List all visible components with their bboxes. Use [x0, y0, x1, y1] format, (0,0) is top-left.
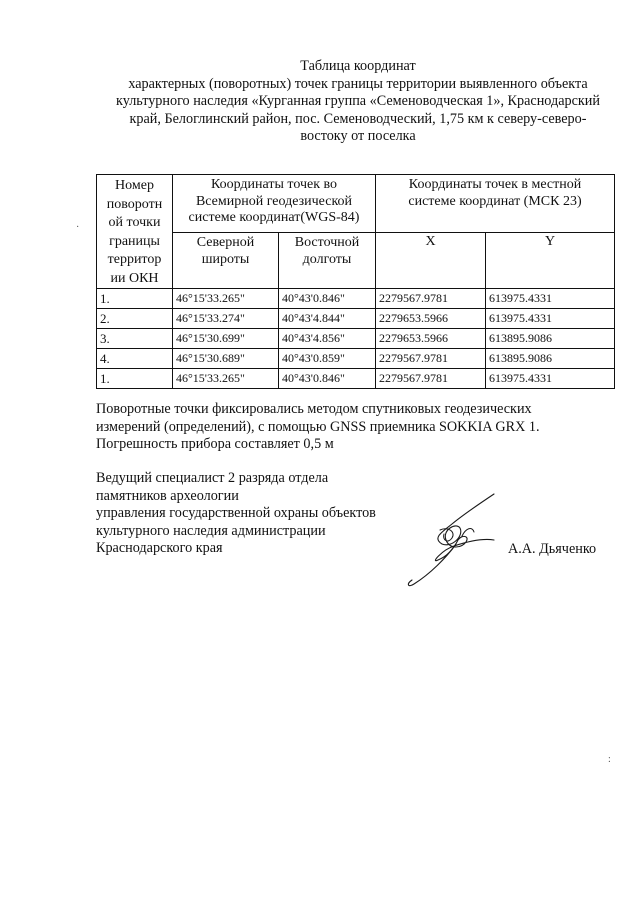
handwritten-signature	[402, 488, 510, 598]
header-line: системе координат (МСК 23)	[408, 193, 582, 209]
header-line: системе координат(WGS-84)	[188, 210, 360, 225]
header-line: ой точки	[108, 215, 161, 230]
signer-name: А.А. Дьяченко	[508, 541, 597, 557]
longitude-cell: 40°43'0.846"	[279, 369, 376, 389]
table-row	[97, 369, 615, 389]
longitude-cell: 40°43'0.846"	[279, 289, 376, 309]
latitude-cell: 46°15'30.689"	[173, 349, 279, 369]
measurement-note	[96, 401, 614, 454]
header-y: Y	[486, 233, 615, 289]
point-number-cell: 1.	[97, 369, 173, 389]
header-line: Номер	[115, 178, 154, 193]
y-cell: 613895.9086	[486, 349, 615, 369]
header-msk23-group	[376, 175, 615, 233]
header-line: границы	[109, 233, 160, 249]
note-line: измерений (определений), с помощью GNSS приемника SOKKIA GRX 1.	[96, 418, 540, 435]
longitude-cell: 40°43'0.859"	[279, 349, 376, 369]
position-line: управления государственной охраны объектов	[96, 505, 376, 522]
table-row	[97, 329, 615, 349]
stray-mark: :	[608, 754, 611, 765]
y-cell: 613975.4331	[486, 289, 615, 309]
latitude-cell: 46°15'30.699"	[173, 329, 279, 349]
header-x: X	[376, 233, 486, 289]
title-line: культурного наследия «Курганная группа «Семеноводческая 1», Краснодарский	[116, 93, 600, 110]
x-cell: 2279567.9781	[376, 349, 486, 369]
latitude-cell: 46°15'33.274"	[173, 309, 279, 329]
table-row	[97, 289, 615, 309]
header-point-number	[97, 175, 173, 289]
longitude-cell: 40°43'4.844"	[279, 309, 376, 329]
header-line: Северной	[196, 235, 255, 251]
point-number-cell: 4.	[97, 349, 173, 369]
header-north-latitude	[173, 233, 279, 289]
note-line: Поворотные точки фиксировались методом спутниковых геодезических	[96, 401, 532, 417]
point-number-cell: 1.	[97, 289, 173, 309]
y-cell: 613975.4331	[486, 369, 615, 389]
header-line: территор	[107, 252, 162, 267]
point-number-cell: 3.	[97, 329, 173, 349]
title-line: Таблица координат	[300, 58, 416, 74]
position-line: Ведущий специалист 2 разряда отдела	[96, 470, 329, 486]
x-cell: 2279653.5966	[376, 309, 486, 329]
x-cell: 2279653.5966	[376, 329, 486, 349]
stray-mark: ·	[76, 222, 80, 233]
position-line: культурного наследия администрации	[96, 522, 326, 539]
coordinates-table	[96, 174, 615, 389]
x-cell: 2279567.9781	[376, 369, 486, 389]
note-line: Погрешность прибора составляет 0,5 м	[96, 436, 334, 452]
header-line: Всемирной геодезической	[195, 193, 353, 209]
latitude-cell: 46°15'33.265"	[173, 369, 279, 389]
header-line: Восточной	[294, 235, 360, 251]
position-line: памятников археологии	[96, 487, 239, 504]
title-line: край, Белоглинский район, пос. Семеноводческий, 1,75 км к северу-северо-	[129, 110, 587, 127]
header-line: поворотн	[106, 196, 163, 212]
table-row	[97, 349, 615, 369]
point-number-cell: 2.	[97, 309, 173, 329]
x-cell: 2279567.9781	[376, 289, 486, 309]
latitude-cell: 46°15'33.265"	[173, 289, 279, 309]
header-line: долготы	[302, 251, 352, 267]
header-wgs84-group	[173, 175, 376, 233]
header-line: широты	[201, 251, 250, 267]
header-line: Координаты точек в местной	[408, 177, 582, 192]
position-line: Краснодарского края	[96, 540, 223, 557]
title-line: характерных (поворотных) точек границы территории выявленного объекта	[128, 75, 588, 92]
header-east-longitude	[279, 233, 376, 289]
table-row	[97, 309, 615, 329]
header-line: ии ОКН	[110, 270, 159, 286]
signer-position	[96, 470, 376, 558]
longitude-cell: 40°43'4.856"	[279, 329, 376, 349]
y-cell: 613895.9086	[486, 329, 615, 349]
y-cell: 613975.4331	[486, 309, 615, 329]
document-title	[88, 58, 628, 146]
header-line: Координаты точек во	[210, 177, 338, 192]
title-line: востоку от поселка	[300, 128, 416, 145]
